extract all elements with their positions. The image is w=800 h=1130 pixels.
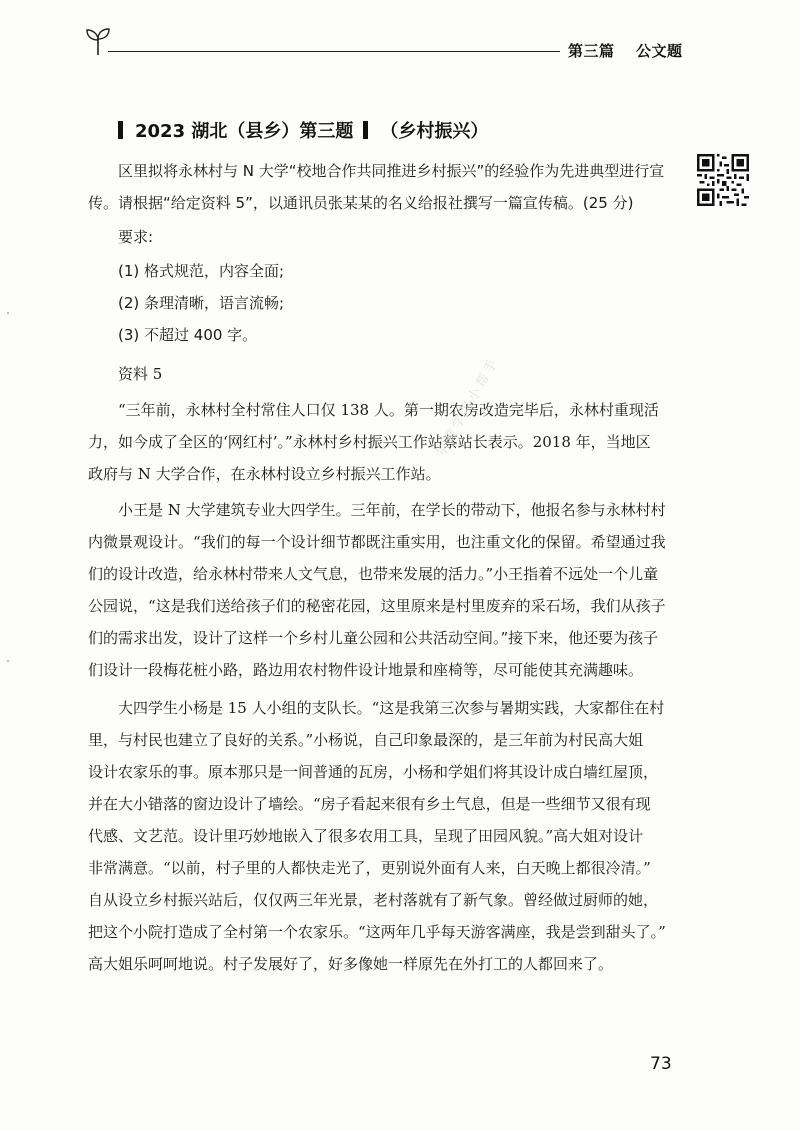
question-title bbox=[118, 117, 488, 143]
material-line: 力，如今成了全区的‘网红村’。”永林村乡村振兴工作站蔡站长表示。2018 年，当地区 bbox=[88, 433, 651, 451]
material-line: 公园说，“这是我们送给孩子们的秘密花园，这里原来是村里废弃的采石场，我们从孩子 bbox=[88, 597, 666, 615]
requirement-item: (2) 条理清晰，语言流畅; bbox=[118, 294, 285, 312]
material-line: 大四学生小杨是 15 人小组的支队长。“这是我第三次参与暑期实践，大家都住在村 bbox=[118, 699, 665, 717]
title-topic: （乡村振兴） bbox=[380, 121, 489, 142]
material-line: 高大姐乐呵呵地说。村子发展好了，好多像她一样原先在外打工的人都回来了。 bbox=[88, 955, 614, 973]
material-line: 设计农家乐的事。原本那只是一间普通的瓦房，小杨和学姐们将其设计成白墙红屋顶， bbox=[88, 763, 659, 781]
header-category: 公文题 bbox=[636, 42, 683, 60]
requirements-label: 要求: bbox=[118, 228, 154, 246]
material-line: 们的设计改造，给永林村带来人文气息，也带来发展的活力。”小王指着不远处一个儿童 bbox=[88, 565, 659, 583]
material-line: 里，与村民也建立了良好的关系。”小杨说，自己印象最深的，是三年前为村民高大姐 bbox=[88, 731, 644, 749]
requirement-item: (1) 格式规范，内容全面; bbox=[118, 262, 285, 280]
material-line: 代感、文艺范。设计里巧妙地嵌入了很多农用工具，呈现了田园风貌。”高大姐对设计 bbox=[88, 827, 644, 845]
material-line: 把这个小院打造成了全村第一个农家乐。“这两年几乎每天游客满座，我是尝到甜头了。” bbox=[88, 923, 666, 941]
material-line: “三年前，永林村全村常住人口仅 138 人。第一期农房改造完毕后，永林村重现活 bbox=[118, 401, 659, 419]
material-label: 资料 5 bbox=[118, 365, 163, 383]
material-line: 内微景观设计。“我们的每一个设计细节都既注重实用，也注重文化的保留。希望通过我 bbox=[88, 533, 666, 551]
prompt-line: 传。请根据“给定资料 5”，以通讯员张某某的名义给报社撰写一篇宣传稿。(25 分) bbox=[88, 194, 634, 212]
material-line: 小王是 N 大学建筑专业大四学生。三年前，在学长的带动下，他报名参与永林村村 bbox=[118, 501, 666, 519]
header-part: 第三篇 bbox=[568, 42, 615, 60]
requirement-item: (3) 不超过 400 字。 bbox=[118, 326, 258, 344]
material-line: 自从设立乡村振兴站后，仅仅两三年光景，老村落就有了新气象。曾经做过厨师的她， bbox=[88, 891, 659, 909]
prompt-line: 区里拟将永林村与 N 大学“校地合作共同推进乡村振兴”的经验作为先进典型进行宣 bbox=[118, 162, 665, 180]
title-bar-marker bbox=[118, 121, 123, 139]
material-line: 们的需求出发，设计了这样一个乡村儿童公园和公共活动空间。”接下来，他还要为孩子 bbox=[88, 629, 659, 647]
scan-mark bbox=[7, 660, 9, 662]
title-bar-marker bbox=[363, 121, 368, 139]
material-line: 们设计一段梅花桩小路，路边用农村物件设计地景和座椅等，尽可能使其充满趣味。 bbox=[88, 661, 644, 679]
material-line: 并在大小错落的窗边设计了墙绘。“房子看起来很有乡土气息，但是一些细节又很有现 bbox=[88, 795, 651, 813]
watermark: 尔雅学习小帮手 bbox=[433, 354, 503, 460]
qr-code-icon bbox=[697, 154, 749, 206]
material-line: 政府与 N 大学合作，在永林村设立乡村振兴工作站。 bbox=[88, 465, 441, 483]
header-rule bbox=[108, 51, 560, 52]
title-text: 2023 湖北（县乡）第三题 bbox=[135, 121, 354, 142]
scan-mark bbox=[7, 312, 9, 314]
material-line: 非常满意。“以前，村子里的人都快走光了，更别说外面有人来，白天晚上都很冷清。” bbox=[88, 859, 651, 877]
page-number: 73 bbox=[650, 1054, 672, 1074]
